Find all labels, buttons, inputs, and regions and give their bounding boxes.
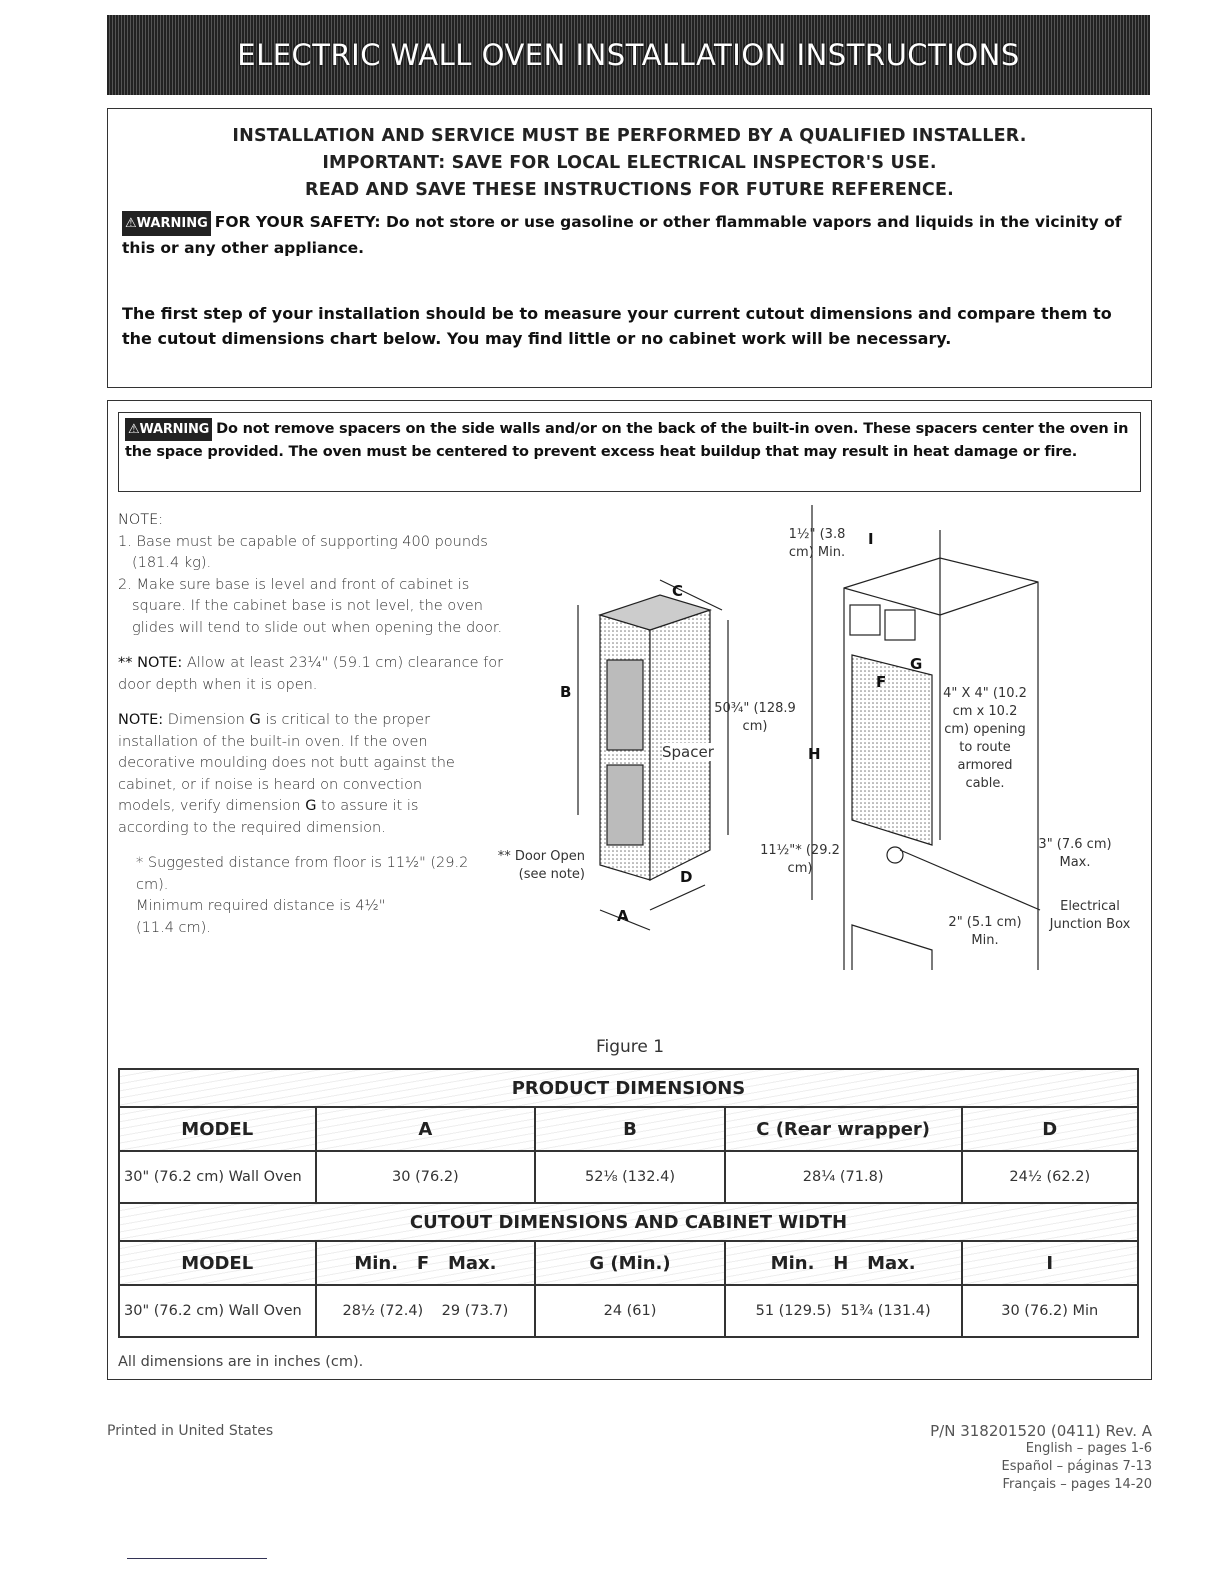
header-g: G (Min.) — [535, 1241, 724, 1285]
header-h: Min. H Max. — [725, 1241, 962, 1285]
top-gap-label: 1½" (3.8 cm) Min. — [788, 527, 846, 560]
dimensions-table — [118, 1068, 1139, 1338]
cell-h: 51 (129.5) 51¾ (131.4) — [725, 1285, 962, 1337]
note-4-c: to assure it is according to the required dimension. — [118, 798, 419, 836]
label-i: I — [868, 530, 874, 548]
cutout-dimensions-title: CUTOUT DIMENSIONS AND CABINET WIDTH — [119, 1203, 1138, 1241]
note-1: 1. Base must be capable of supporting 400 pounds (181.4 kg). — [118, 533, 488, 571]
max-3-label: 3" (7.6 cm) Max. — [1038, 837, 1112, 870]
note-4 — [118, 710, 458, 839]
note-4-g: G — [249, 712, 261, 728]
lang-english: English – pages 1-6 — [1025, 1441, 1152, 1456]
header-d: D — [962, 1107, 1139, 1151]
warning-text: Do not store or use gasoline or other flammable vapors and liquids in the vicinity of this or any other appliance. — [122, 213, 1122, 257]
cell-model: 30" (76.2 cm) Wall Oven — [119, 1151, 316, 1203]
warning-badge: ⚠WARNING — [122, 211, 211, 236]
label-f: F — [876, 673, 887, 691]
label-h: H — [808, 745, 821, 763]
warning-badge: ⚠WARNING — [125, 418, 212, 441]
header-model: MODEL — [119, 1241, 316, 1285]
lang-spanish: Español – páginas 7-13 — [1001, 1459, 1152, 1474]
heading-1: INSTALLATION AND SERVICE MUST BE PERFORMED BY A QUALIFIED INSTALLER. — [232, 126, 1027, 146]
cell-b: 52⅛ (132.4) — [535, 1151, 724, 1203]
table-row — [119, 1151, 1138, 1203]
header-i: I — [962, 1241, 1139, 1285]
junction-box-label: Electrical Junction Box — [1049, 899, 1131, 932]
installer-notice-box — [107, 108, 1152, 388]
cell-a: 30 (76.2) — [316, 1151, 536, 1203]
h-dimension-label: 50¾" (128.9 cm) — [714, 701, 796, 734]
notes — [118, 510, 538, 939]
lang-french: Français – pages 14-20 — [1002, 1477, 1152, 1492]
divider — [127, 1558, 267, 1559]
note-3-text: Allow at least 23¼" (59.1 cm) clearance for door depth when it is open. — [118, 655, 504, 693]
note-4-lead: NOTE: — [118, 712, 164, 728]
label-g: G — [910, 655, 923, 673]
header-a: A — [316, 1107, 536, 1151]
note-title: NOTE: — [118, 512, 164, 528]
spacer-label: Spacer — [662, 743, 714, 761]
heading-3: READ AND SAVE THESE INSTRUCTIONS FOR FUTURE REFERENCE. — [305, 180, 954, 200]
note-3 — [118, 653, 518, 696]
pn-text: P/N 318201520 (0411) Rev. A — [930, 1422, 1152, 1440]
warning-lead: FOR YOUR SAFETY: — [214, 213, 381, 231]
min-2-label: 2" (5.1 cm) Min. — [948, 915, 1022, 948]
header-model: MODEL — [119, 1107, 316, 1151]
first-step-text: The first step of your installation should be to measure your current cutout dimensions and compare them to the cutout dimensions chart below. You may find little or no cabinet work will be necessary. — [122, 304, 1112, 348]
cell-c: 28¼ (71.8) — [725, 1151, 962, 1203]
floor-distance-label: 11½"* (29.2 cm) — [760, 843, 840, 876]
note-4-g2: G — [305, 798, 317, 814]
product-dimensions-title: PRODUCT DIMENSIONS — [119, 1069, 1138, 1107]
label-a: A — [617, 907, 629, 925]
cell-model: 30" (76.2 cm) Wall Oven — [119, 1285, 316, 1337]
spacer-warning-text: Do not remove spacers on the side walls and/or on the back of the built-in oven. These spacers center the oven in the space provided. The oven must be centered to prevent excess heat buildup that may result in heat damage or fire. — [125, 421, 1129, 460]
part-number — [930, 1422, 1152, 1494]
header-f: Min. F Max. — [316, 1241, 536, 1285]
figure-caption: Figure 1 — [595, 1037, 665, 1057]
note-5: * Suggested distance from floor is 11½" (29.2 cm). — [136, 855, 469, 893]
spacer-warning — [118, 412, 1141, 492]
cell-g: 24 (61) — [535, 1285, 724, 1337]
note-4-b: is critical to the proper installation of the built-in oven. If the oven decorative moulding does not butt against the cabinet, or if noise is heard on convection models, verify dimension — [118, 712, 455, 814]
cell-f: 28½ (72.4) 29 (73.7) — [316, 1285, 536, 1337]
label-b: B — [560, 683, 572, 701]
header-b: B — [535, 1107, 724, 1151]
safety-warning — [108, 204, 1151, 261]
note-4-a: Dimension — [167, 712, 245, 728]
dimensions-note: All dimensions are in inches (cm). — [118, 1354, 364, 1370]
label-d: D — [680, 868, 693, 886]
note-6: Minimum required distance is 4½" (11.4 cm). — [136, 898, 386, 936]
cell-d: 24½ (62.2) — [962, 1151, 1139, 1203]
printed-in: Printed in United States — [107, 1423, 274, 1439]
page-title — [107, 15, 1150, 95]
cell-i: 30 (76.2) Min — [962, 1285, 1139, 1337]
note-2: 2. Make sure base is level and front of cabinet is square. If the cabinet base is not level, the oven glides will tend to slide out when opening the door. — [118, 576, 503, 636]
title-text: ELECTRIC WALL OVEN INSTALLATION INSTRUCTIONS — [237, 38, 1020, 72]
note-3-lead: ** NOTE: — [118, 655, 183, 671]
label-c: C — [672, 582, 684, 600]
header-c: C (Rear wrapper) — [725, 1107, 962, 1151]
door-open-label: ** Door Open (see note) — [497, 849, 585, 882]
opening-label: 4" X 4" (10.2 cm x 10.2 cm) opening to route armored cable. — [943, 686, 1027, 791]
heading-2: IMPORTANT: SAVE FOR LOCAL ELECTRICAL INSPECTOR'S USE. — [322, 153, 937, 173]
table-row — [119, 1285, 1138, 1337]
